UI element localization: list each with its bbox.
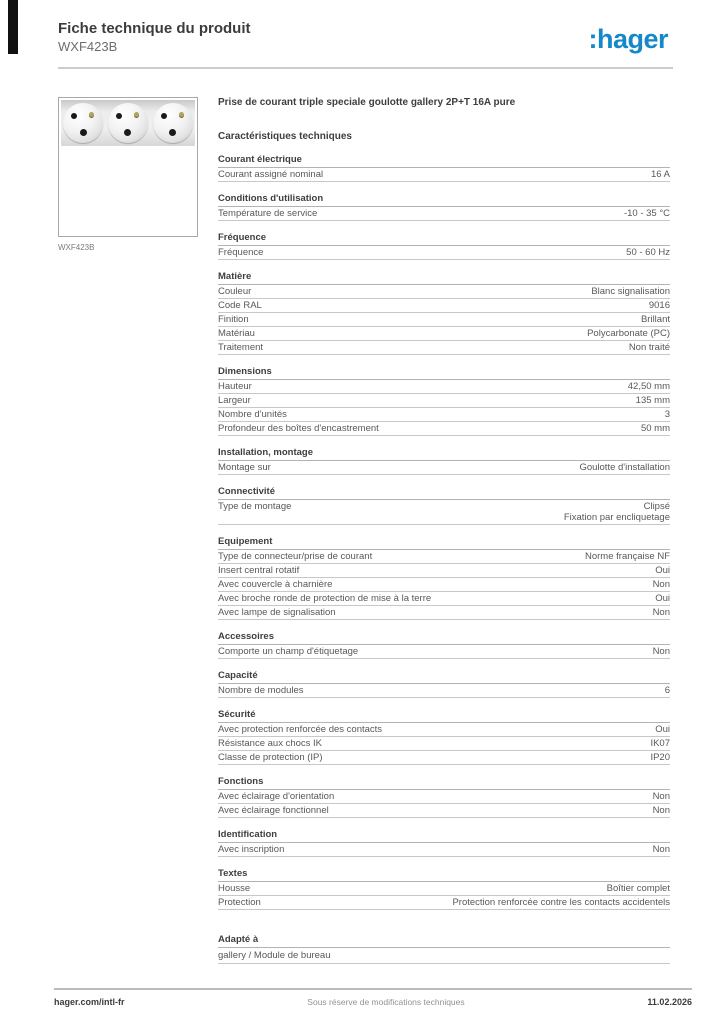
spec-label: Type de connecteur/prise de courant bbox=[218, 551, 373, 562]
spec-value: Non bbox=[652, 579, 670, 590]
spec-section bbox=[218, 631, 670, 659]
spec-section-title: Adapté à bbox=[218, 934, 670, 948]
spec-row bbox=[218, 168, 670, 182]
spec-label: Avec broche ronde de protection de mise à la terre bbox=[218, 593, 432, 604]
spec-section bbox=[218, 486, 670, 525]
spec-section bbox=[218, 154, 670, 182]
spec-value: 16 A bbox=[650, 169, 670, 180]
socket-outlet-icon bbox=[63, 103, 103, 143]
spec-section-title: Fonctions bbox=[218, 776, 670, 790]
specifications-column bbox=[218, 97, 670, 964]
spec-value: 42,50 mm bbox=[627, 381, 670, 392]
spec-row bbox=[218, 500, 670, 525]
spec-label: Avec inscription bbox=[218, 844, 285, 855]
spec-section-title: Fréquence bbox=[218, 232, 670, 246]
spec-label: Classe de protection (IP) bbox=[218, 752, 323, 763]
spec-section bbox=[218, 670, 670, 698]
spec-label: Température de service bbox=[218, 208, 318, 219]
spec-value: Non bbox=[652, 607, 670, 618]
spec-section-title: Matière bbox=[218, 271, 670, 285]
spec-label: Fréquence bbox=[218, 247, 264, 258]
product-image-column bbox=[58, 97, 198, 252]
spec-row bbox=[218, 327, 670, 341]
spec-row bbox=[218, 246, 670, 260]
spec-section bbox=[218, 709, 670, 765]
spec-section-title: Connectivité bbox=[218, 486, 670, 500]
spec-value: Non traité bbox=[628, 342, 670, 353]
spec-sections-list bbox=[218, 154, 670, 910]
spec-value: 9016 bbox=[648, 300, 670, 311]
spec-value: Protection renforcée contre les contacts accidentels bbox=[452, 897, 670, 908]
spec-value: Non bbox=[652, 805, 670, 816]
spec-value: 3 bbox=[664, 409, 670, 420]
document-header bbox=[58, 20, 251, 55]
footer-date: 11.02.2026 bbox=[647, 997, 692, 1007]
triple-socket-image bbox=[61, 100, 195, 146]
spec-label: Résistance aux chocs IK bbox=[218, 738, 323, 749]
spec-section bbox=[218, 776, 670, 818]
spec-row bbox=[218, 684, 670, 698]
spec-row bbox=[218, 843, 670, 857]
earth-pin-icon bbox=[179, 112, 184, 117]
spec-label: Protection bbox=[218, 897, 261, 908]
spec-value: Clipsé Fixation par encliquetage bbox=[563, 501, 670, 523]
spec-row bbox=[218, 341, 670, 355]
spec-section-title: Accessoires bbox=[218, 631, 670, 645]
spec-value: 50 - 60 Hz bbox=[626, 247, 670, 258]
spec-label: Couleur bbox=[218, 286, 252, 297]
spec-value: 135 mm bbox=[635, 395, 670, 406]
spec-label: Nombre d'unités bbox=[218, 409, 287, 420]
spec-row bbox=[218, 606, 670, 620]
spec-value: Polycarbonate (PC) bbox=[587, 328, 670, 339]
spec-label: Largeur bbox=[218, 395, 251, 406]
page-title: Fiche technique du produit bbox=[58, 20, 251, 37]
spec-row bbox=[218, 380, 670, 394]
spec-label: Avec éclairage d'orientation bbox=[218, 791, 335, 802]
spec-section bbox=[218, 271, 670, 355]
spec-section bbox=[218, 447, 670, 475]
spec-label: Courant assigné nominal bbox=[218, 169, 324, 180]
socket-hole-icon bbox=[80, 129, 87, 136]
spec-row bbox=[218, 207, 670, 221]
spec-label: Avec lampe de signalisation bbox=[218, 607, 336, 618]
spec-value: Non bbox=[652, 791, 670, 802]
spec-label: Montage sur bbox=[218, 462, 271, 473]
spec-value: Blanc signalisation bbox=[591, 286, 670, 297]
product-name: Prise de courant triple speciale goulotte gallery 2P+T 16A pure bbox=[218, 97, 516, 108]
socket-hole-icon bbox=[116, 113, 122, 119]
socket-hole-icon bbox=[161, 113, 167, 119]
spec-row bbox=[218, 882, 670, 896]
spec-value: 50 mm bbox=[640, 423, 670, 434]
spec-value: Oui bbox=[655, 565, 670, 576]
spec-row bbox=[218, 299, 670, 313]
spec-value: Non bbox=[652, 646, 670, 657]
spec-label: Type de montage bbox=[218, 501, 292, 512]
product-reference: WXF423B bbox=[58, 39, 118, 54]
spec-label: Insert central rotatif bbox=[218, 565, 300, 576]
spec-value: 6 bbox=[664, 685, 670, 696]
spec-label: Housse bbox=[218, 883, 251, 894]
spec-section-title: Dimensions bbox=[218, 366, 670, 380]
hager-logo: :hager bbox=[588, 24, 668, 54]
spec-label: Nombre de modules bbox=[218, 685, 304, 696]
spec-row bbox=[218, 394, 670, 408]
socket-hole-icon bbox=[124, 129, 131, 136]
earth-pin-icon bbox=[89, 112, 94, 117]
spec-value: Boîtier complet bbox=[606, 883, 670, 894]
product-image-caption: WXF423B bbox=[58, 243, 95, 252]
spec-section bbox=[218, 232, 670, 260]
spec-label: Hauteur bbox=[218, 381, 252, 392]
spec-value: Non bbox=[652, 844, 670, 855]
header-divider bbox=[58, 67, 673, 69]
spec-row bbox=[218, 737, 670, 751]
spec-section-title: Installation, montage bbox=[218, 447, 670, 461]
spec-row bbox=[218, 285, 670, 299]
spec-value: IK07 bbox=[650, 738, 670, 749]
socket-hole-icon bbox=[71, 113, 77, 119]
spec-row bbox=[218, 592, 670, 606]
spec-row bbox=[218, 723, 670, 737]
spec-label: Avec éclairage fonctionnel bbox=[218, 805, 329, 816]
spec-section bbox=[218, 536, 670, 620]
page-footer bbox=[54, 988, 692, 1007]
spec-label: Comporte un champ d'étiquetage bbox=[218, 646, 359, 657]
spec-row bbox=[218, 422, 670, 436]
spec-row bbox=[218, 461, 670, 475]
socket-outlet-icon bbox=[108, 103, 148, 143]
spec-row bbox=[218, 751, 670, 765]
spec-section-title: Equipement bbox=[218, 536, 670, 550]
spec-value: Oui bbox=[655, 724, 670, 735]
spec-section bbox=[218, 829, 670, 857]
content-area bbox=[58, 97, 670, 964]
socket-outlet-icon bbox=[153, 103, 193, 143]
suited-for-section bbox=[218, 934, 670, 964]
spec-value: Norme française NF bbox=[585, 551, 670, 562]
spec-row bbox=[218, 804, 670, 818]
suited-for-value: gallery / Module de bureau bbox=[218, 948, 670, 964]
spec-row bbox=[218, 564, 670, 578]
footer-disclaimer: Sous réserve de modifications techniques bbox=[307, 997, 465, 1007]
spec-label: Profondeur des boîtes d'encastrement bbox=[218, 423, 379, 434]
spec-label: Code RAL bbox=[218, 300, 262, 311]
spec-value: IP20 bbox=[650, 752, 670, 763]
spec-section-title: Courant électrique bbox=[218, 154, 670, 168]
spec-row bbox=[218, 790, 670, 804]
spec-label: Avec protection renforcée des contacts bbox=[218, 724, 383, 735]
spec-row bbox=[218, 313, 670, 327]
spec-label: Traitement bbox=[218, 342, 264, 353]
spec-row bbox=[218, 408, 670, 422]
spec-value: Brillant bbox=[640, 314, 670, 325]
spec-row bbox=[218, 578, 670, 592]
spec-label: Matériau bbox=[218, 328, 255, 339]
spec-section-title: Identification bbox=[218, 829, 670, 843]
spec-row bbox=[218, 645, 670, 659]
earth-pin-icon bbox=[134, 112, 139, 117]
spec-row bbox=[218, 550, 670, 564]
spec-section bbox=[218, 366, 670, 436]
spec-value: Goulotte d'installation bbox=[579, 462, 670, 473]
spec-label: Finition bbox=[218, 314, 249, 325]
page-corner-print-mark bbox=[8, 0, 18, 54]
spec-section-title: Conditions d'utilisation bbox=[218, 193, 670, 207]
spec-section bbox=[218, 193, 670, 221]
tech-characteristics-heading: Caractéristiques techniques bbox=[218, 131, 352, 142]
product-image bbox=[58, 97, 198, 237]
spec-value: Oui bbox=[655, 593, 670, 604]
footer-website: hager.com/intl-fr bbox=[54, 997, 125, 1007]
spec-section bbox=[218, 868, 670, 910]
spec-section-title: Sécurité bbox=[218, 709, 670, 723]
spec-row bbox=[218, 896, 670, 910]
spec-label: Avec couvercle à charnière bbox=[218, 579, 333, 590]
socket-hole-icon bbox=[169, 129, 176, 136]
spec-section-title: Capacité bbox=[218, 670, 670, 684]
spec-value: -10 - 35 °C bbox=[623, 208, 670, 219]
spec-section-title: Textes bbox=[218, 868, 670, 882]
